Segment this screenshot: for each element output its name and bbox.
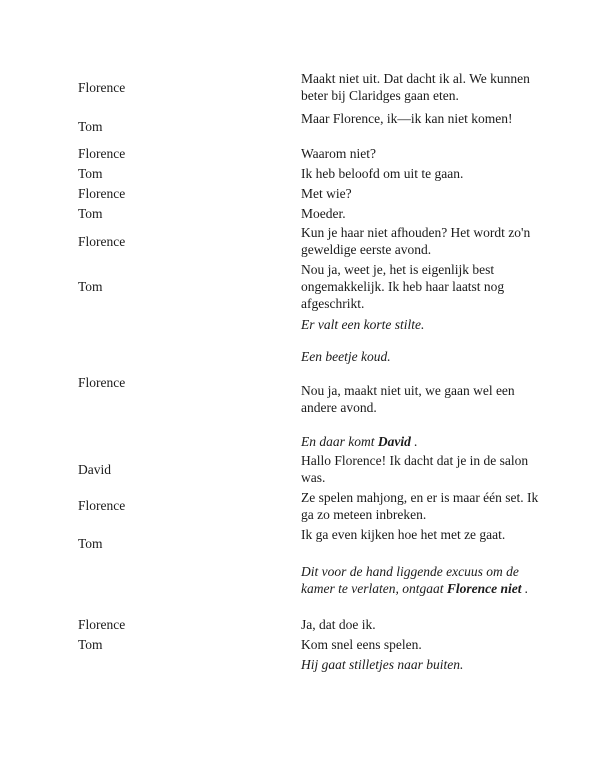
speaker-name: Tom: [78, 119, 103, 134]
dialogue-line: Ze spelen mahjong, en er is maar één set. Ik ga zo meteen inbreken.: [301, 490, 539, 522]
stage-direction: [301, 563, 541, 597]
direction-text: .: [521, 581, 529, 596]
speaker-name: Florence: [78, 375, 126, 390]
speaker-name: Florence: [78, 617, 126, 632]
speaker-name: Florence: [78, 234, 126, 249]
dialogue-line: Ik heb beloofd om uit te gaan.: [301, 166, 464, 181]
direction-text: Dit voor de hand liggende excuus om de kamer te verlaten, ontgaat: [301, 564, 519, 596]
speaker-name: Florence: [78, 146, 126, 161]
dialogue-line: Hallo Florence! Ik dacht dat je in de salon was.: [301, 453, 529, 485]
direction-text: En daar komt: [301, 434, 378, 449]
dialogue-line: Maar Florence, ik—ik kan niet komen!: [301, 111, 513, 126]
dialogue-line: Moeder.: [301, 206, 346, 221]
speaker-name: David: [78, 462, 111, 477]
speaker-name: Florence: [78, 80, 126, 95]
dialogue-line: Kun je haar niet afhouden? Het wordt zo'n geweldige eerste avond.: [301, 225, 531, 257]
dialogue-line: Nou ja, maakt niet uit, we gaan wel een andere avond.: [301, 383, 515, 415]
speaker-name: Tom: [78, 206, 103, 221]
direction-text: .: [410, 434, 418, 449]
stage-direction: Hij gaat stilletjes naar buiten.: [301, 657, 464, 672]
speaker-name: Tom: [78, 536, 103, 551]
speaker-name: Florence: [78, 186, 126, 201]
stage-direction: Een beetje koud.: [301, 349, 391, 364]
speaker-name: Tom: [78, 279, 103, 294]
dialogue-line: Waarom niet?: [301, 146, 377, 161]
character-name: David: [377, 434, 411, 449]
speaker-name: Florence: [78, 498, 126, 513]
stage-direction: [301, 433, 541, 450]
stage-direction: Er valt een korte stilte.: [301, 317, 425, 332]
dialogue-line: Maakt niet uit. Dat dacht ik al. We kunnen beter bij Claridges gaan eten.: [301, 71, 530, 103]
dialogue-line: Ik ga even kijken hoe het met ze gaat.: [301, 527, 506, 542]
dialogue-line: Kom snel eens spelen.: [301, 637, 422, 652]
speaker-name: Tom: [78, 166, 103, 181]
speaker-name: Tom: [78, 637, 103, 652]
character-name: Florence niet: [446, 581, 522, 596]
dialogue-line: Ja, dat doe ik.: [301, 617, 376, 632]
dialogue-line: Met wie?: [301, 186, 352, 201]
dialogue-line: Nou ja, weet je, het is eigenlijk best ongemakkelijk. Ik heb haar laatst nog afgeschrikt.: [301, 262, 505, 311]
